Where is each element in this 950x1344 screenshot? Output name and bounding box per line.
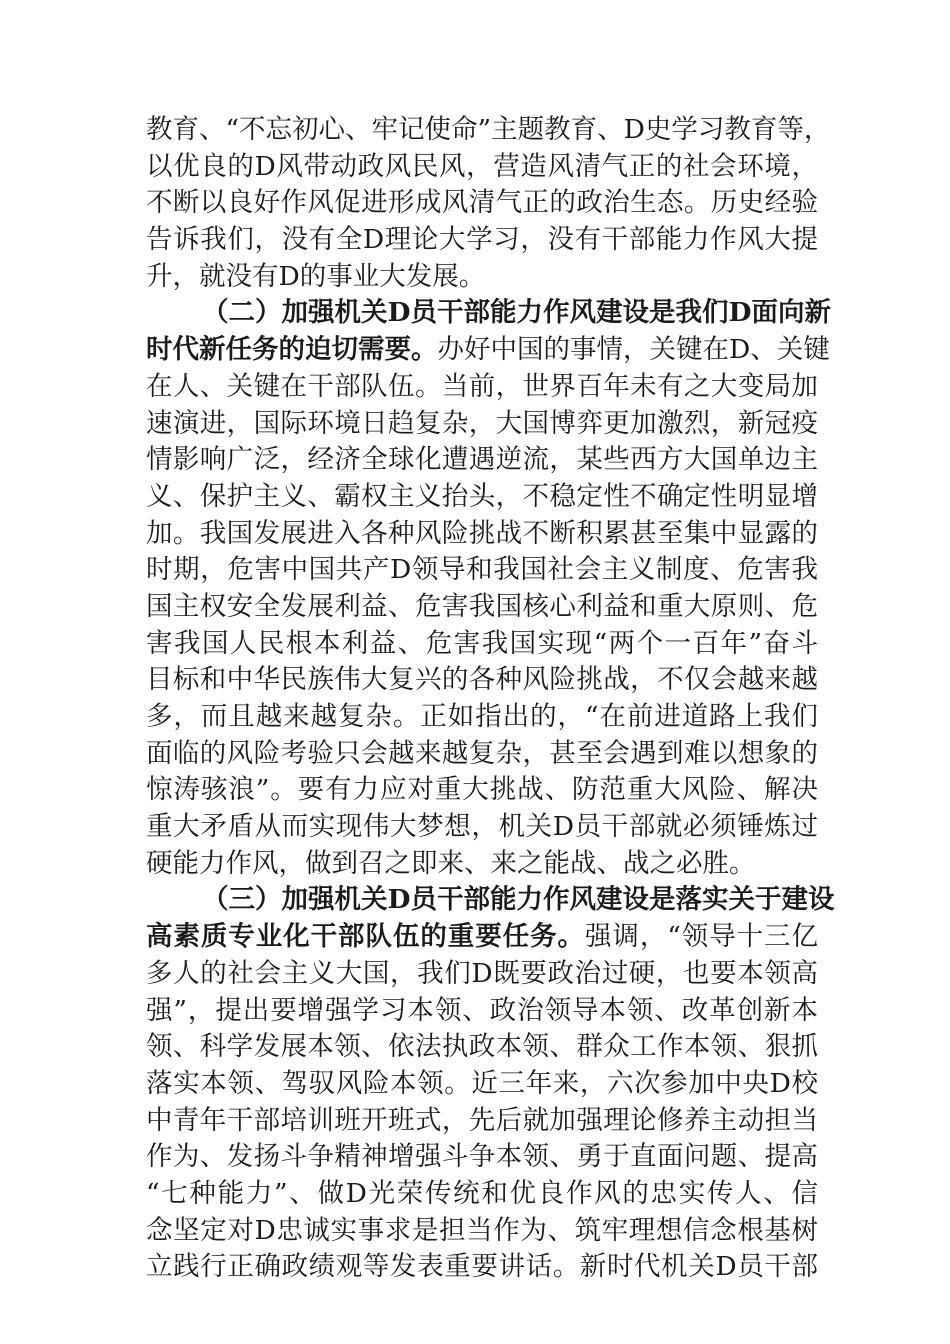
text-line: 在人、关键在干部队伍。当前，世界百年未有之大变局加 [146,370,818,402]
text-line: 强”，提出要增强学习本领、政治领导本领、改革创新本 [146,994,818,1026]
text-line: 领、科学发展本领、依法执政本领、群众工作本领、狠抓 [146,1031,818,1063]
text-line: 面临的风险考验只会越来越复杂，甚至会遇到难以想象的 [146,737,818,769]
section-heading-tail: 高素质专业化干部队伍的重要任务。 [146,921,585,953]
text-line: 落实本领、驾驭风险本领。近三年来，六次参加中央D校 [146,1067,818,1099]
text-line: “七种能力”、做D光荣传统和优良作风的忠实传人、信 [146,1177,818,1209]
text-segment: 强调，“领导十三亿 [584,921,818,953]
section-heading-line: （二）加强机关D员干部能力作风建设是我们D面向新 [202,297,831,329]
text-line: 加。我国发展进入各种风险挑战不断积累甚至集中显露的 [146,517,818,549]
section-heading-line: （三）加强机关D员干部能力作风建设是落实关于建设 [202,884,835,916]
text-line: 害我国人民根本利益、危害我国实现“两个一百年”奋斗 [146,627,818,659]
section-heading-tail: 时代新任务的迫切需要。 [146,334,438,366]
text-line: 时期，危害中国共产D领导和我国社会主义制度、危害我 [146,554,818,586]
text-line: 念坚定对D忠诚实事求是担当作为、筑牢理想信念根基树 [146,1214,818,1246]
text-line: 升，就没有D的事业大发展。 [146,260,486,292]
document-body [146,112,835,1286]
text-line: 多，而且越来越复杂。正如指出的，“在前进道路上我们 [146,701,818,732]
text-line: 速演进，国际环境日趋复杂，大国博弈更加激烈，新冠疫 [146,407,818,439]
text-line: 告诉我们，没有全D理论大学习，没有干部能力作风大提 [146,224,818,256]
text-line [146,919,818,956]
text-line [146,332,830,369]
text-line: 多人的社会主义大国，我们D既要政治过硬，也要本领高 [146,957,818,989]
text-line: 硬能力作风，做到召之即来、来之能战、战之必胜。 [146,847,756,879]
text-line: 中青年干部培训班开班式，先后就加强理论修养主动担当 [146,1104,818,1136]
text-line: 情影响广泛，经济全球化遭遇逆流，某些西方大国单边主 [146,444,818,476]
paragraph-2 [146,295,831,882]
text-line: 国主权安全发展利益、危害我国核心利益和重大原则、危 [146,590,818,622]
text-line: 目标和中华民族伟大复兴的各种风险挑战，不仅会越来越 [146,664,818,696]
paragraph-1 [146,112,831,295]
paragraph-3 [146,882,835,1286]
text-line: 立践行正确政绩观等发表重要讲话。新时代机关D员干部 [146,1251,818,1283]
text-segment: 办好中国的事情，关键在D、关键 [437,334,830,366]
text-line: 不断以良好作风促进形成风清气正的政治生态。历史经验 [146,187,818,219]
text-line: 惊涛骇浪”。要有力应对重大挑战、防范重大风险、解决 [146,774,818,806]
text-line: 作为、发扬斗争精神增强斗争本领、勇于直面问题、提高 [146,1141,818,1173]
text-line: 义、保护主义、霸权主义抬头，不稳定性不确定性明显增 [146,480,818,512]
text-line: 重大矛盾从而实现伟大梦想，机关D员干部就必须锤炼过 [146,811,818,843]
text-line: 以优良的D风带动政风民风，营造风清气正的社会环境， [146,150,818,182]
text-line: 教育、“不忘初心、牢记使命”主题教育、D史学习教育等， [146,114,831,145]
